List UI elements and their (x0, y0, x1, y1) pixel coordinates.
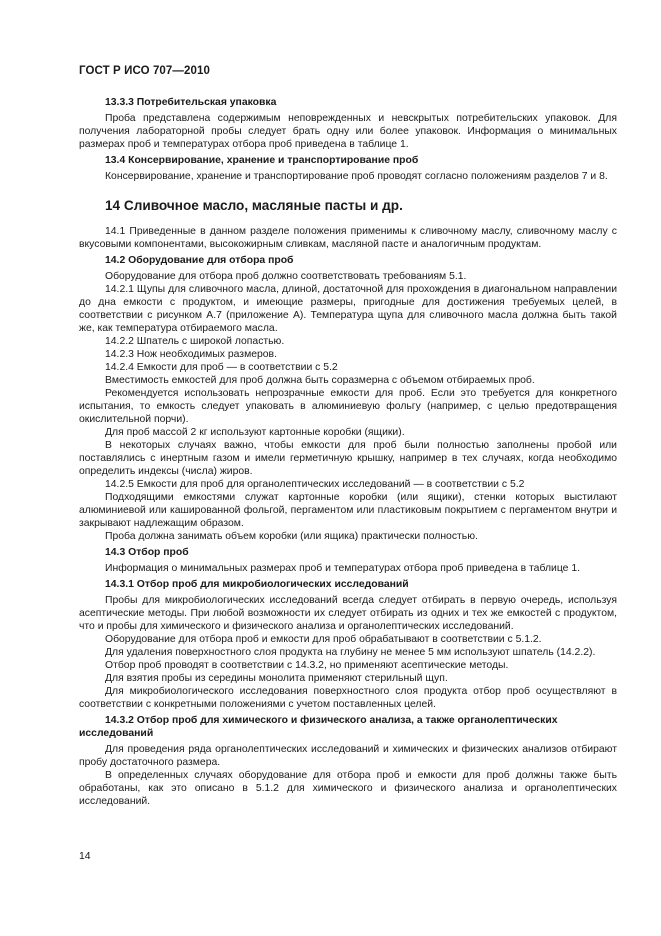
page-header: ГОСТ Р ИСО 707—2010 (79, 65, 211, 77)
subsection-heading: 13.4 Консервирование, хранение и транспортирование проб (105, 155, 419, 166)
paragraph: Для удаления поверхностного слоя продукта на глубину не менее 5 мм используют шпатель (14.2.2). (105, 647, 596, 658)
subsection-heading: 14.3.1 Отбор проб для микробиологических исследований (105, 579, 409, 590)
paragraph: 14.2.4 Емкости для проб — в соответствии с 5.2 (105, 362, 338, 373)
paragraph: Оборудование для отбора проб и емкости для проб обрабатывают в соответствии с 5.1.2. (105, 634, 542, 645)
paragraph: Для микробиологического исследования поверхностного слоя продукта отбор проб осуществляют в соответствии с конкретными положениями с учетом поставленных целей. (79, 686, 617, 710)
paragraph: Консервирование, хранение и транспортирование проб проводят согласно положениям разделов 7 и 8. (105, 171, 608, 182)
paragraph: Оборудование для отбора проб должно соответствовать требованиям 5.1. (105, 271, 467, 282)
paragraph: 14.2.1 Щупы для сливочного масла, длиной, достаточной для прохождения в диагональном направлении до дна емкости с продуктом, и имеющие размеры, пригодные для достижения требуемых целей, в соответствии с рисунком А.7 (приложение А). Температура щупа для сливочного масла должна быть такой же, как температура отбираемого масла. (79, 284, 617, 334)
paragraph: Для взятия пробы из середины монолита применяют стерильный щуп. (105, 673, 448, 684)
paragraph: В некоторых случаях важно, чтобы емкости для проб были полностью заполнены пробой или поставлялись с инертным газом и имели герметичную крышку, например в тех случаях, когда необходимо определить индексы (числа) жиров. (79, 440, 617, 477)
subsection-heading: 14.3 Отбор проб (105, 547, 189, 558)
paragraph: 14.1 Приведенные в данном разделе положения применимы к сливочному маслу, сливочному маслу с вкусовыми компонентами, высокожирным сливкам, масляной пасте и аналогичным продуктам. (79, 226, 617, 250)
subsection-heading: 14.3.2 Отбор проб для химического и физического анализа, а также органолептических исследований (79, 715, 558, 739)
paragraph: Пробы для микробиологических исследований всегда следует отбирать в первую очередь, используя асептические методы. При любой возможности их следует отбирать из одних и тех же емкостей с продуктом, что и пробы для химического и физического анализа и органолептических исследований. (79, 595, 617, 632)
subsection-heading: 14.2 Оборудование для отбора проб (105, 255, 294, 266)
paragraph: Отбор проб проводят в соответствии с 14.3.2, но применяют асептические методы. (105, 660, 509, 671)
paragraph: 14.2.2 Шпатель с широкой лопастью. (105, 336, 285, 347)
paragraph: 14.2.5 Емкости для проб для органолептических исследований — в соответствии с 5.2 (105, 479, 525, 490)
paragraph: 14.2.3 Нож необходимых размеров. (105, 349, 277, 360)
subsection-heading: 13.3.3 Потребительская упаковка (105, 97, 277, 108)
document-body (79, 96, 617, 808)
page-number: 14 (79, 851, 91, 862)
paragraph: Проба представлена содержимым неповрежденных и невскрытых потребительских упаковок. Для получения лабораторной пробы следует брать одну или более упаковок. Информация о минимальных размерах проб и температурах отбора проб приведена в таблице 1. (79, 113, 617, 150)
paragraph: Проба должна занимать объем коробки (или ящика) практически полностью. (105, 531, 478, 542)
paragraph: Для проведения ряда органолептических исследований и химических и физических анализов отбирают пробу достаточного размера. (79, 744, 617, 768)
paragraph: В определенных случаях оборудование для отбора проб и емкости для проб должны также быть обработаны, как это описано в 5.1.2 для химического и физического анализа и органолептических исследований. (79, 770, 617, 807)
paragraph: Для проб массой 2 кг используют картонные коробки (ящики). (105, 427, 405, 438)
paragraph: Вместимость емкостей для проб должна быть соразмерна с объемом отбираемых проб. (105, 375, 535, 386)
paragraph: Подходящими емкостями служат картонные коробки (или ящики), стенки которых выстилают алюминиевой или кашированной фольгой, пергаментом или пластиковым покрытием с пергаментом внутри и закрывают надлежащим образом. (79, 492, 617, 529)
section-heading: 14 Сливочное масло, масляные пасты и др. (105, 198, 403, 213)
paragraph: Информация о минимальных размерах проб и температурах отбора проб приведена в таблице 1. (105, 563, 580, 574)
paragraph: Рекомендуется использовать непрозрачные емкости для проб. Если это требуется для конкретного испытания, то емкость следует упаковать в алюминиевую фольгу (например, с целью предотвращения окислительной порчи). (79, 388, 617, 425)
